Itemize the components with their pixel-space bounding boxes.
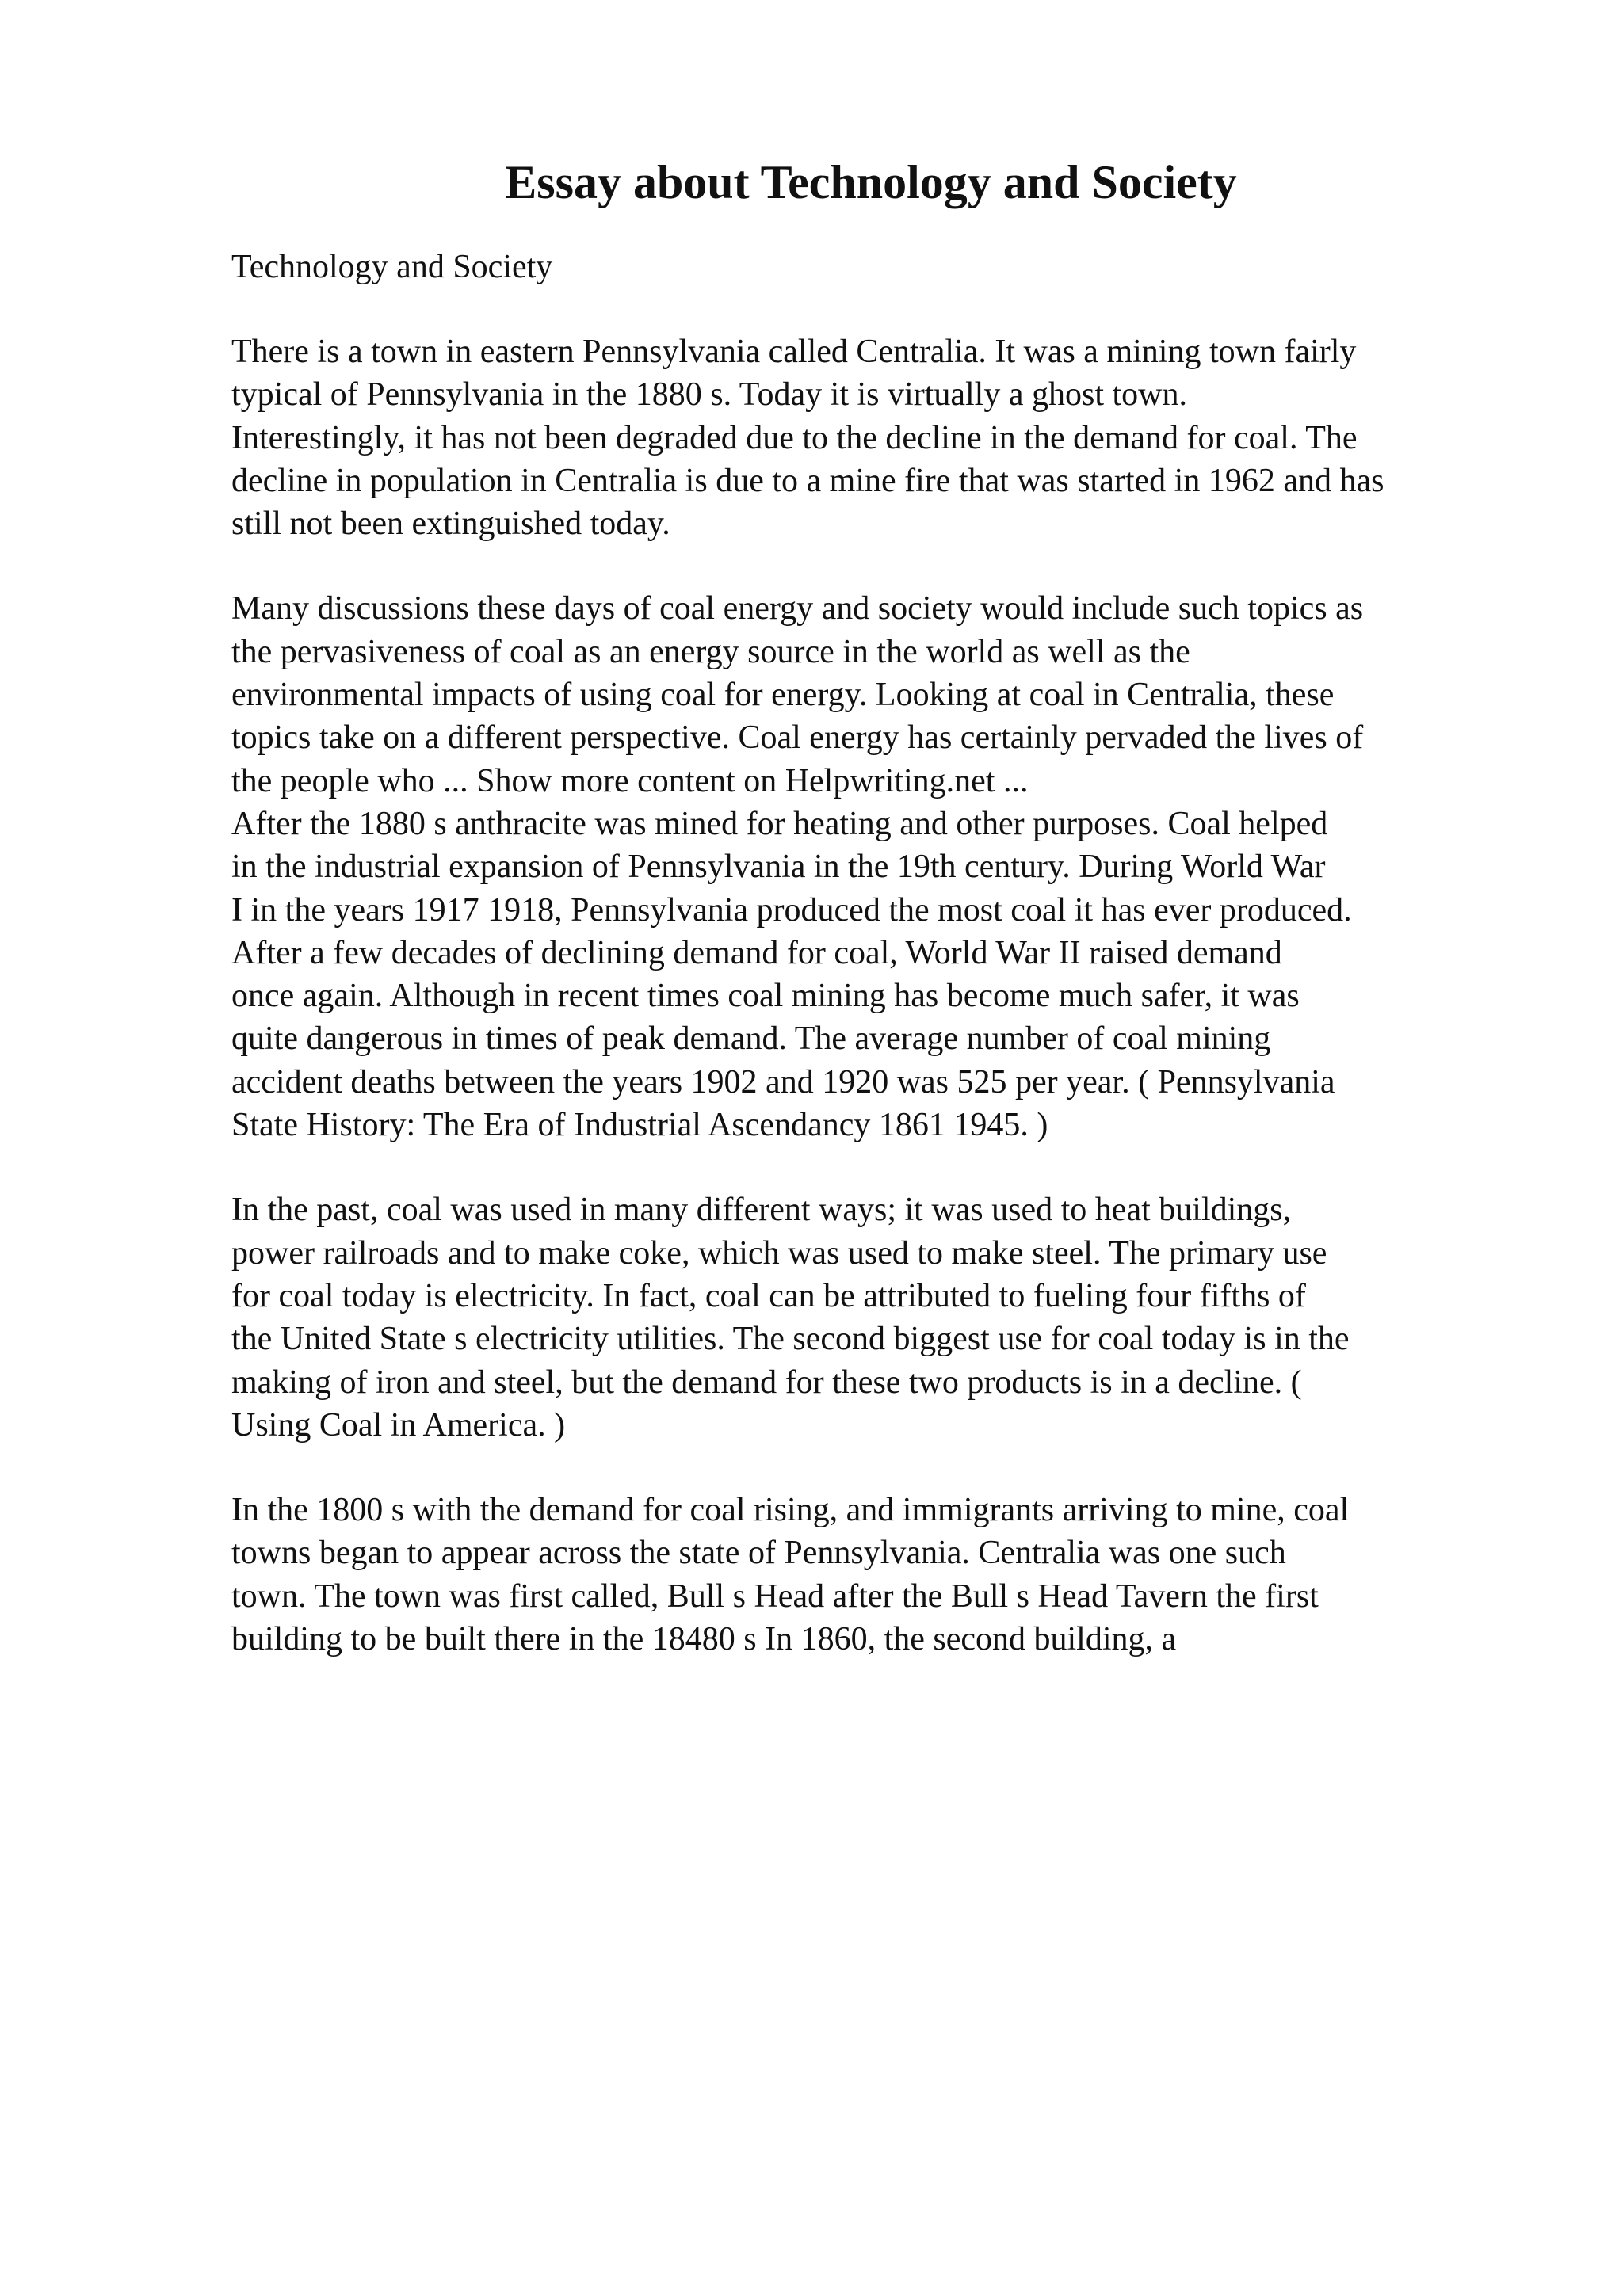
text-line: in the industrial expansion of Pennsylvania in the 19th century. During World War [231, 849, 1326, 886]
text-line: town. The town was first called, Bull s Head after the Bull s Head Tavern the first [231, 1577, 1319, 1615]
text-line: After the 1880 s anthracite was mined for heating and other purposes. Coal helped [231, 805, 1328, 842]
text-line: Using Coal in America. ) [231, 1406, 566, 1444]
text-line: environmental impacts of using coal for energy. Looking at coal in Centralia, these [231, 677, 1335, 714]
text-line: There is a town in eastern Pennsylvania called Centralia. It was a mining town fairly [231, 334, 1357, 370]
text-line: once again. Although in recent times coal mining has become much safer, it was [231, 978, 1300, 1015]
text-line: accident deaths between the years 1902 and 1920 was 525 per year. ( Pennsylvania [231, 1063, 1335, 1100]
text-line: building to be built there in the 18480 s In 1860, the second building, a [231, 1621, 1177, 1658]
text-line: In the 1800 s with the demand for coal rising, and immigrants arriving to mine, coal [231, 1492, 1350, 1529]
text-line: the United State s electricity utilities. The second biggest use for coal today is in the [231, 1321, 1350, 1358]
text-line: State History: The Era of Industrial Ascendancy 1861 1945. ) [231, 1107, 1048, 1144]
text-line: Interestingly, it has not been degraded due to the decline in the demand for coal. The [231, 419, 1358, 456]
text-line: the pervasiveness of coal as an energy source in the world as well as the [231, 633, 1190, 670]
text-line: towns began to appear across the state of Pennsylvania. Centralia was one such [231, 1535, 1286, 1572]
paragraph-5 [231, 1489, 1539, 1661]
text-line: making of iron and steel, but the demand for these two products is in a decline. ( [231, 1363, 1302, 1401]
document-title: Essay about Technology and Society [505, 156, 1237, 208]
document-body [231, 246, 1539, 1703]
text-line: still not been extinguished today. [231, 505, 670, 543]
paragraph-4 [231, 1188, 1539, 1447]
text-line: After a few decades of declining demand for coal, World War II raised demand [231, 934, 1282, 971]
text-line: power railroads and to make coke, which was used to make steel. The primary use [231, 1234, 1327, 1272]
paragraph-3 [231, 803, 1539, 1146]
text-line: In the past, coal was used in many different ways; it was used to heat buildings, [231, 1192, 1292, 1229]
document-subtitle: Technology and Society [231, 249, 553, 285]
text-line: typical of Pennsylvania in the 1880 s. Today it is virtually a ghost town. [231, 376, 1187, 414]
text-line: the people who ... Show more content on Helpwriting.net ... [231, 762, 1029, 799]
text-line: topics take on a different perspective. Coal energy has certainly pervaded the lives of [231, 719, 1364, 757]
text-line: Many discussions these days of coal energy and society would include such topics as [231, 590, 1364, 627]
text-line: decline in population in Centralia is due to a mine fire that was started in 1962 and has [231, 462, 1384, 499]
text-line: quite dangerous in times of peak demand. The average number of coal mining [231, 1020, 1271, 1058]
paragraph-1 [231, 330, 1539, 545]
text-line: for coal today is electricity. In fact, coal can be attributed to fueling four fifths of [231, 1277, 1306, 1314]
text-line: I in the years 1917 1918, Pennsylvania produced the most coal it has ever produced. [231, 891, 1352, 929]
paragraph-2 [231, 587, 1539, 802]
